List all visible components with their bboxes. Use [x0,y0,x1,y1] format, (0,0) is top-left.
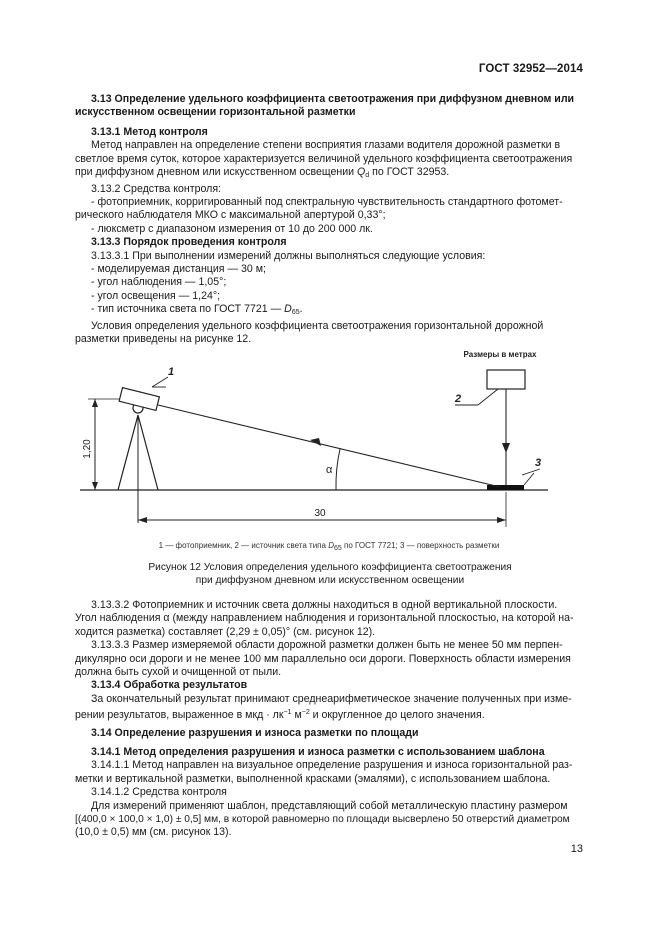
paragraph-line: 3.13.3.2 Фотоприемник и источник света должны находиться в одной вертикальной плоскости. [91,599,558,611]
subsection-title: 3.13.2 Средства контроля: [91,182,222,195]
paragraph-line: рении результатов, выраженное в мкд · $лк^{-1}$ $м^{-2}$ и округленное до целого значения. [75,709,485,722]
method-block [75,126,583,347]
paragraph-line: Угол наблюдения α (между направлением наблюдения и горизонтальной плоскостью, на которой на- [75,612,574,625]
angle-arc [336,449,340,490]
subsection-title: 3.13.1 Метод контроля [91,126,208,138]
distance-arrow-right [497,517,506,523]
section-3-14-body [75,746,583,840]
paragraph-line: Условия определения удельного коэффициента светоотражения горизонтальной дорожной [91,319,544,332]
distance-arrow-left [138,517,147,523]
paragraph-line: метки и вертикальной разметки, выполненной красками (эмалями), с использованием шаблона. [75,772,551,785]
list-item-cont: рического наблюдателя МКО с максимальной апертурой 0,33°; [75,209,386,222]
after-figure-block [75,599,583,723]
dimensions-note: Размеры в метрах [463,350,537,359]
section-title-cont: искусственном освещении горизонтальной разметки [75,106,356,119]
paragraph-line: Метод направлен на определение степени восприятия глазами водителя дорожной разметки в [91,139,561,152]
paragraph-line: (10,0 ± 0,5) мм (см. рисунок 13). [75,826,232,839]
figure-caption [115,561,545,588]
paragraph-line: при диффузном дневном или искусственном освещении $Q_d$ по ГОСТ 32953. [75,166,450,180]
document-header: ГОСТ 32952—2014 [478,63,583,75]
height-arrow-top [92,399,98,407]
light-source-box [487,370,525,389]
label-3: 3 [535,457,542,469]
list-item: - угол наблюдения — 1,05°; [91,276,227,289]
paragraph-line: дикулярно оси дороги и не менее 100 мм параллельно оси дороги. Поверхность области измерения [75,652,571,665]
paragraph-line: 3.14.1.1 Метод направлен на визуальное определение разрушения и износа горизонтальной раз- [91,759,573,772]
paragraph-line: должна быть сухой и очищенной от пыли. [75,666,282,679]
paragraph-line: 3.13.3.1 При выполнении измерений должны выполняться следующие условия: [91,249,486,262]
section-3-14 [75,727,583,740]
tripod-leg-right [138,415,158,490]
figure-12-diagram [0,345,661,545]
list-item: - моделируемая дистанция — 30 м; [91,263,266,276]
label-2: 2 [455,393,462,405]
distance-label: 30 [314,508,326,519]
subsection-title: 3.13.3 Порядок проведения контроля [91,236,287,249]
list-item: - люксметр с диапазоном измерения от 10 до 200 000 лк. [91,222,373,235]
light-beam-arrow [502,443,510,453]
section-title: 3.13 Определение удельного коэффициента светоотражения при диффузном дневном или [91,93,575,105]
angle-label: α [326,464,333,476]
paragraph-line: Для измерений применяют шаблон, представляющий собой металлическую пластину размером [91,799,568,812]
paragraph-line: [(400,0 × 100,0 × 1,0) ± 0,5] мм, в которой равномерно по площади высверлено 50 отверстий диаметром [75,814,570,826]
height-label: 1,20 [82,439,93,459]
leader-1 [152,377,168,387]
page-number: 13 [570,843,583,855]
leader-3 [522,469,540,475]
list-item: - тип источника света по ГОСТ 7721 — $D_{65}$. [91,303,303,317]
paragraph-line: За окончательный результат принимают среднеарифметическое значение полученных при изме- [91,692,572,705]
subsection-title: 3.14.1 Метод определения разрушения и износа разметки с использованием шаблона [91,746,545,758]
label-1: 1 [168,366,175,378]
caption-line: Рисунок 12 Условия определения удельного коэффициента светоотражения [148,562,512,573]
paragraph-line: светлое время суток, которое характеризуется величиной удельного коэффициента светоотражения [75,152,573,165]
caption-line: при диффузном дневном или искусственном освещении [195,575,465,587]
subsection-title: 3.14.1.2 Средства контроля [91,786,227,799]
section-3-13 [75,93,583,120]
paragraph-line: ходится разметка) составляет (2,29 ± 0,05)° (см. рисунок 12). [75,625,376,638]
list-item: - фотоприемник, корригированный под спектральную чувствительность стандартного фотомет- [91,196,563,209]
subsection-title: 3.13.4 Обработка результатов [91,679,248,692]
list-item: - угол освещения — 1,24°; [91,289,221,302]
section-title: 3.14 Определение разрушения и износа разметки по площади [91,727,419,739]
paragraph-line: разметки приведены на рисунке 12. [75,333,252,346]
figure-legend: 1 — фотоприемник, 2 — источник света типа D65 по ГОСТ 7721; 3 — поверхность разметки [158,541,500,552]
height-arrow-bottom [92,482,98,490]
paragraph-line: 3.13.3.3 Размер измеряемой области дорожной разметки должен быть не менее 50 мм перпен- [91,639,563,652]
tripod-leg-left [118,415,138,490]
